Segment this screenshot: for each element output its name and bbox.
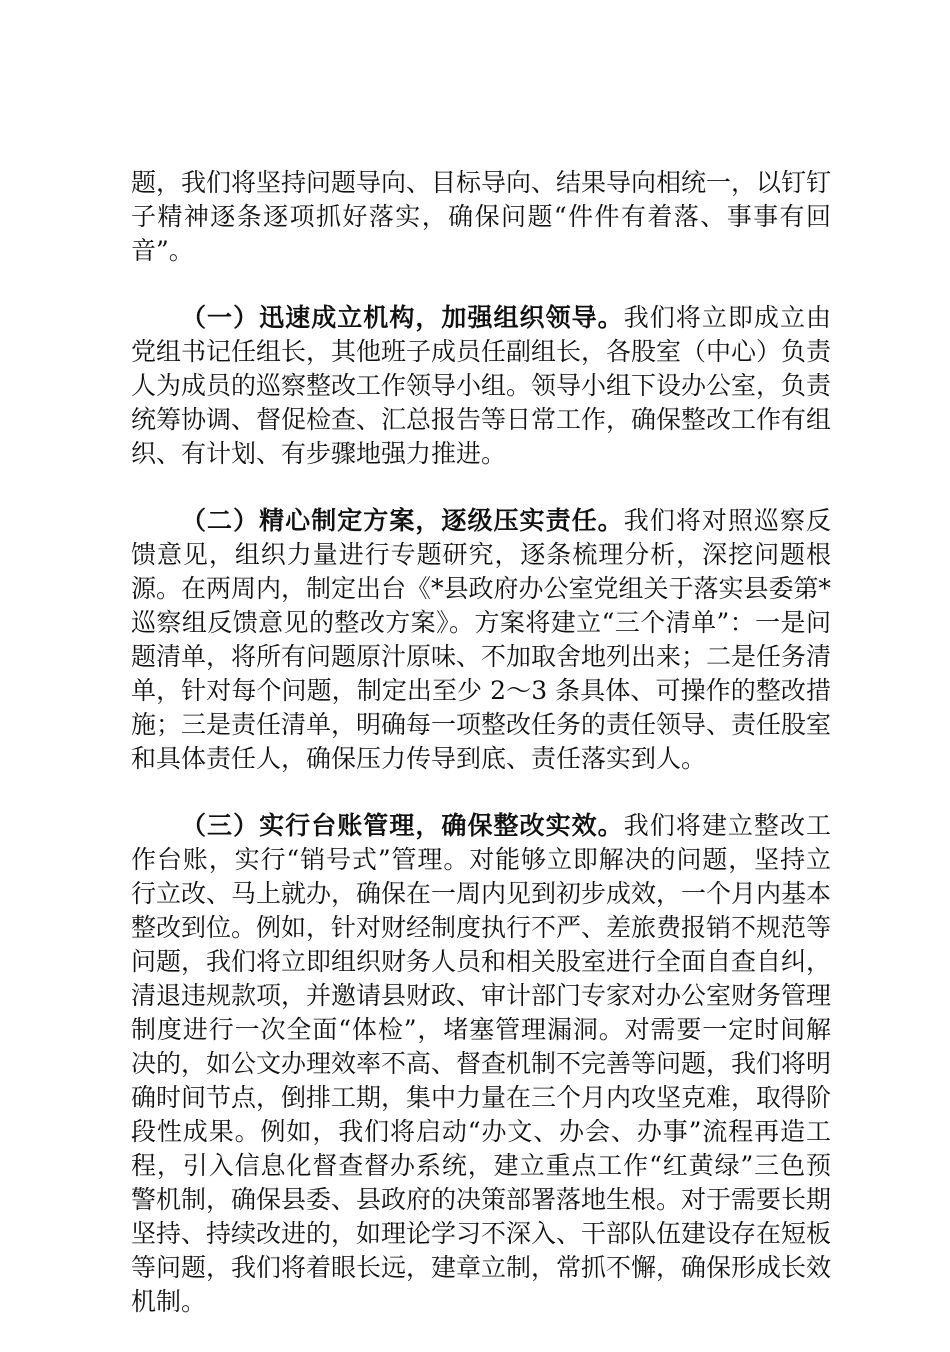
section-1-heading: （一）迅速成立机构，加强组织领导。 <box>181 303 624 332</box>
section-3-heading: （三）实行台账管理，确保整改实效。 <box>181 811 624 840</box>
paragraph-intro-text: 题，我们将坚持问题导向、目标导向、结果导向相统一，以钉钉子精神逐条逐项抓好落实，确保问题“件件有着落、事事有回音”。 <box>131 168 832 265</box>
section-2-heading: （二）精心制定方案，逐级压实责任。 <box>181 506 624 535</box>
paragraph-section-2 <box>131 504 831 776</box>
section-3-text: 我们将建立整改工作台账，实行“销号式”管理。对能够立即解决的问题，坚持立行立改、马上就办，确保在一周内见到初步成效，一个月内基本整改到位。例如，针对财经制度执行不严、差旅费报销不规范等问题，我们将立即组织财务人员和相关股室进行全面自查自纠，清退违规款项，并邀请县财政、审计部门专家对办公室财务管理制度进行一次全面“体检”，堵塞管理漏洞。对需要一定时间解决的，如公文办理效率不高、督查机制不完善等问题，我们将明确时间节点，倒排工期，集中力量在三个月内攻坚克难，取得阶段性成果。例如，我们将启动“办文、办会、办事”流程再造工程，引入信息化督查督办系统，建立重点工作“红黄绿”三色预警机制，确保县委、县政府的决策部署落地生根。对于需要长期坚持、持续改进的，如理论学习不深入、干部队伍建设存在短板等问题，我们将着眼长远，建章立制，常抓不懈，确保形成长效机制。 <box>131 811 832 1316</box>
paragraph-section-1 <box>131 301 831 471</box>
paragraph-intro <box>131 166 831 268</box>
section-2-text: 我们将对照巡察反馈意见，组织力量进行专题研究，逐条梳理分析，深挖问题根源。在两周内，制定出台《*县政府办公室党组关于落实县委第*巡察组反馈意见的整改方案》。方案将建立“三个清单”：一是问题清单，将所有问题原汁原味、不加取舍地列出来；二是任务清单，针对每个问题，制定出至少 2～3 条具体、可操作的整改措施；三是责任清单，明确每一项整改任务的责任领导、责任股室和具体责任人，确保压力传导到底、责任落实到人。 <box>131 506 832 773</box>
document-body <box>131 166 831 1352</box>
section-1-text: 我们将立即成立由党组书记任组长，其他班子成员任副组长，各股室（中心）负责人为成员的巡察整改工作领导小组。领导小组下设办公室，负责统筹协调、督促检查、汇总报告等日常工作，确保整改工作有组织、有计划、有步骤地强力推进。 <box>131 303 832 468</box>
paragraph-section-3 <box>131 809 831 1319</box>
